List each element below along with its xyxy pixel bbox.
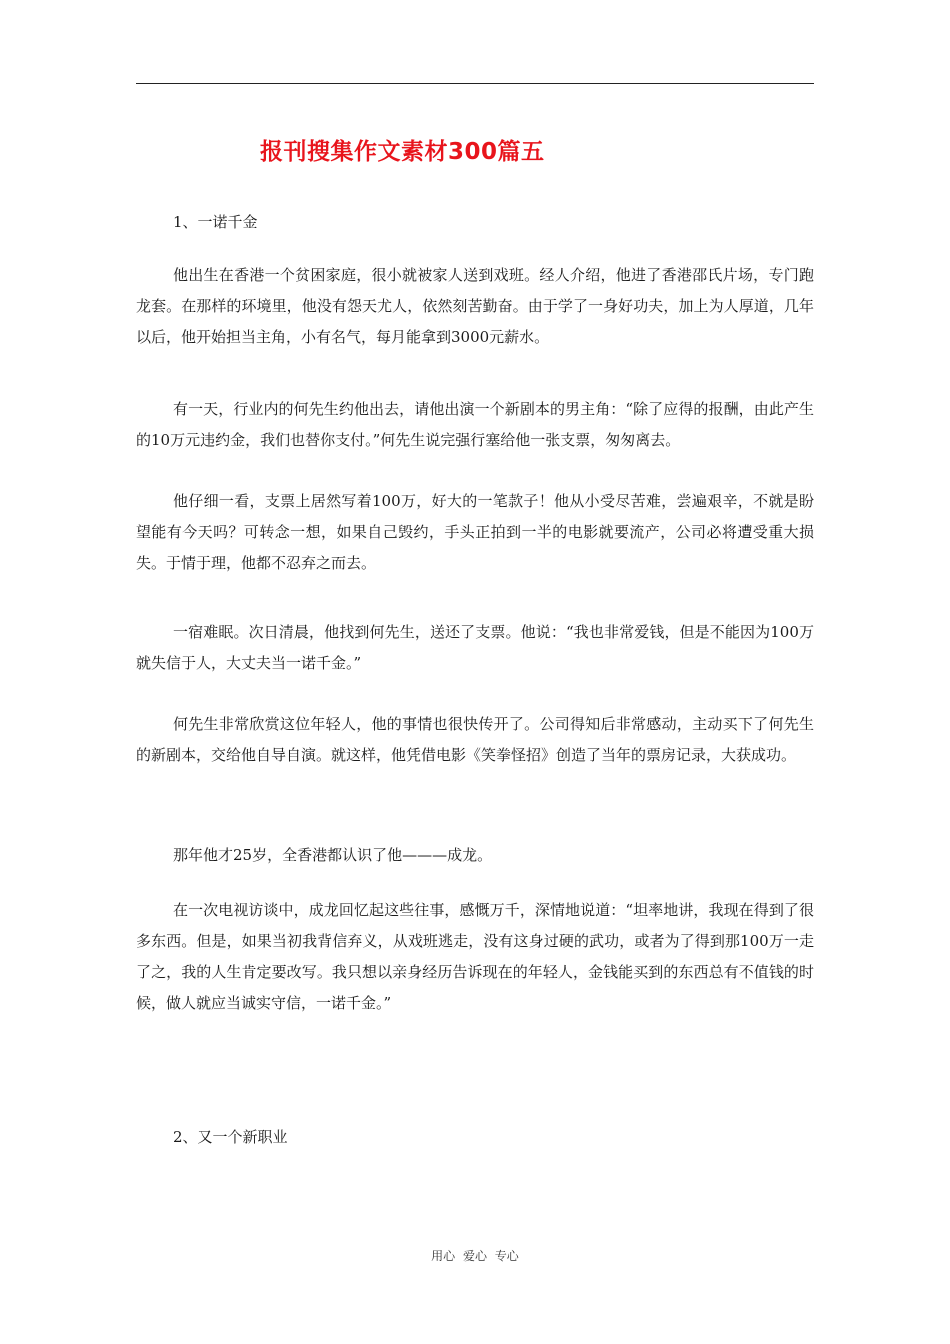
paragraph-5: 何先生非常欣赏这位年轻人，他的事情也很快传开了。公司得知后非常感动，主动买下了何先生的新剧本，交给他自导自演。就这样，他凭借电影《笑拳怪招》创造了当年的票房记录，大获成功。 <box>136 715 814 764</box>
section-heading-2: 2、又一个新职业 <box>173 1128 288 1146</box>
paragraph-2: 有一天，行业内的何先生约他出去，请他出演一个新剧本的男主角：“除了应得的报酬，由此产生的10万元违约金，我们也替你支付。”何先生说完强行塞给他一张支票，匆匆离去。 <box>136 400 814 449</box>
paragraph-6: 那年他才25岁，全香港都认识了他———成龙。 <box>173 846 493 864</box>
section-heading-1: 1、一诺千金 <box>173 213 258 231</box>
paragraph-1: 他出生在香港一个贫困家庭，很小就被家人送到戏班。经人介绍，他进了香港邵氏片场，专门跑龙套。在那样的环境里，他没有怨天尤人，依然刻苦勤奋。由于学了一身好功夫，加上为人厚道，几年以后，他开始担当主角，小有名气，每月能拿到3000元薪水。 <box>136 266 814 346</box>
header-rule <box>136 83 814 84</box>
paragraph-7: 在一次电视访谈中，成龙回忆起这些往事，感慨万千，深情地说道：“坦率地讲，我现在得到了很多东西。但是，如果当初我背信弃义，从戏班逃走，没有这身过硬的武功，或者为了得到那100万一走了之，我的人生肯定要改写。我只想以亲身经历告诉现在的年轻人，金钱能买到的东西总有不值钱的时候，做人就应当诚实守信，一诺千金。” <box>136 901 814 1012</box>
paragraph-3: 他仔细一看，支票上居然写着100万，好大的一笔款子！他从小受尽苦难，尝遍艰辛，不就是盼望能有今天吗？可转念一想，如果自己毁约，手头正拍到一半的电影就要流产，公司必将遭受重大损失。于情于理，他都不忍弃之而去。 <box>136 492 814 572</box>
page-title: 报刊搜集作文素材300篇五 <box>260 139 545 165</box>
paragraph-4: 一宿难眠。次日清晨，他找到何先生，送还了支票。他说：“我也非常爱钱，但是不能因为100万就失信于人，大丈夫当一诺千金。” <box>136 623 814 672</box>
page-footer: 用心 爱心 专心 <box>431 1249 519 1263</box>
